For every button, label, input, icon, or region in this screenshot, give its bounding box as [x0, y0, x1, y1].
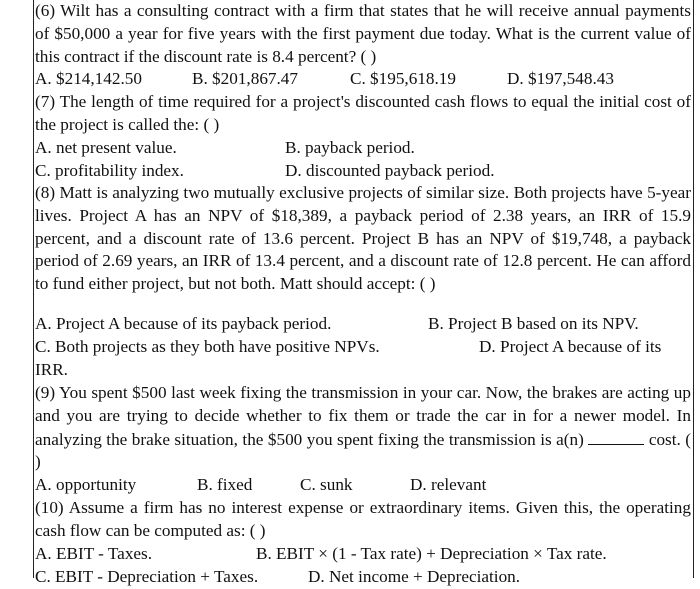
question-8-stem: (8) Matt is analyzing two mutually exclusive projects of similar size. Both projects have 5-year lives. Project A has an NPV of $18,389, a payback period of 2.38 years, an IRR of 15.9 percent, and a discount rate of 13.6 percent. Project B has an NPV of $19,748, a payback period of 2.69 years, an IRR of 13.4 percent, and a discount rate of 12.8 percent. He can afford to fund either project, but not both. Matt should accept: ( )	[35, 183, 691, 294]
question-10-option-d[interactable]: D. Net income + Depreciation.	[308, 566, 521, 586]
question-7-option-d[interactable]: D. discounted payback period.	[285, 160, 495, 180]
left-margin-rule	[33, 0, 34, 578]
question-9-stem-tail: cost. ( )	[35, 429, 692, 472]
answer-blank	[588, 428, 644, 445]
question-6-option-c[interactable]: C. $195,618.19	[350, 69, 456, 88]
question-8-options	[35, 313, 691, 381]
question-10-option-a[interactable]: A. EBIT - Taxes.	[35, 544, 153, 563]
question-9-stem-text: (9) You spent $500 last week fixing the transmission in your car. Now, the brakes are acting up and you are trying to decide whether to fix them or trade the car in for a newer model. In analyzing the brake situation, the $500 you spent fixing the transmission is a(n)	[35, 383, 691, 449]
question-7-option-a[interactable]: A. net present value.	[35, 138, 177, 157]
question-6-stem: (6) Wilt has a consulting contract with a firm that states that he will receive annual payments of $50,000 a year for five years with the first payment due today. What is the current value of this contract if the discount rate is 8.4 percent? ( )	[35, 1, 691, 66]
question-9-options	[35, 474, 691, 497]
question-6-options	[35, 68, 691, 91]
right-margin-rule	[693, 0, 694, 578]
question-9-option-c[interactable]: C. sunk	[300, 475, 353, 494]
question-7-stem: (7) The length of time required for a project's discounted cash flows to equal the initial cost of the project is called the: ( )	[35, 92, 691, 134]
question-9-stem	[35, 382, 691, 474]
question-10-option-c[interactable]: C. EBIT - Depreciation + Taxes.	[35, 566, 259, 586]
question-9-option-b[interactable]: B. fixed	[197, 475, 253, 494]
question-7-options	[35, 137, 691, 183]
question-6-option-a[interactable]: A. $214,142.50	[35, 69, 142, 88]
question-9-option-d[interactable]: D. relevant	[410, 475, 487, 494]
question-8-option-c[interactable]: C. Both projects as they both have positive NPVs.	[35, 336, 380, 356]
question-8-option-d-continued: IRR.	[35, 359, 68, 379]
question-10-option-b[interactable]: B. EBIT × (1 - Tax rate) + Depreciation × Tax rate.	[256, 544, 607, 563]
question-7-option-b[interactable]: B. payback period.	[285, 138, 415, 157]
question-9-option-a[interactable]: A. opportunity	[35, 475, 137, 494]
question-10-options	[35, 543, 691, 589]
question-6-option-b[interactable]: B. $201,867.47	[192, 69, 298, 88]
question-8-option-b[interactable]: B. Project B based on its NPV.	[428, 314, 639, 333]
question-8-option-a[interactable]: A. Project A because of its payback period.	[35, 314, 332, 333]
question-6-option-d[interactable]: D. $197,548.43	[507, 69, 614, 88]
question-7-option-c[interactable]: C. profitability index.	[35, 160, 184, 180]
question-8-option-d[interactable]: D. Project A because of its	[479, 336, 662, 356]
question-10-stem: (10) Assume a firm has no interest expense or extraordinary items. Given this, the operating cash flow can be computed as: ( )	[35, 498, 691, 540]
